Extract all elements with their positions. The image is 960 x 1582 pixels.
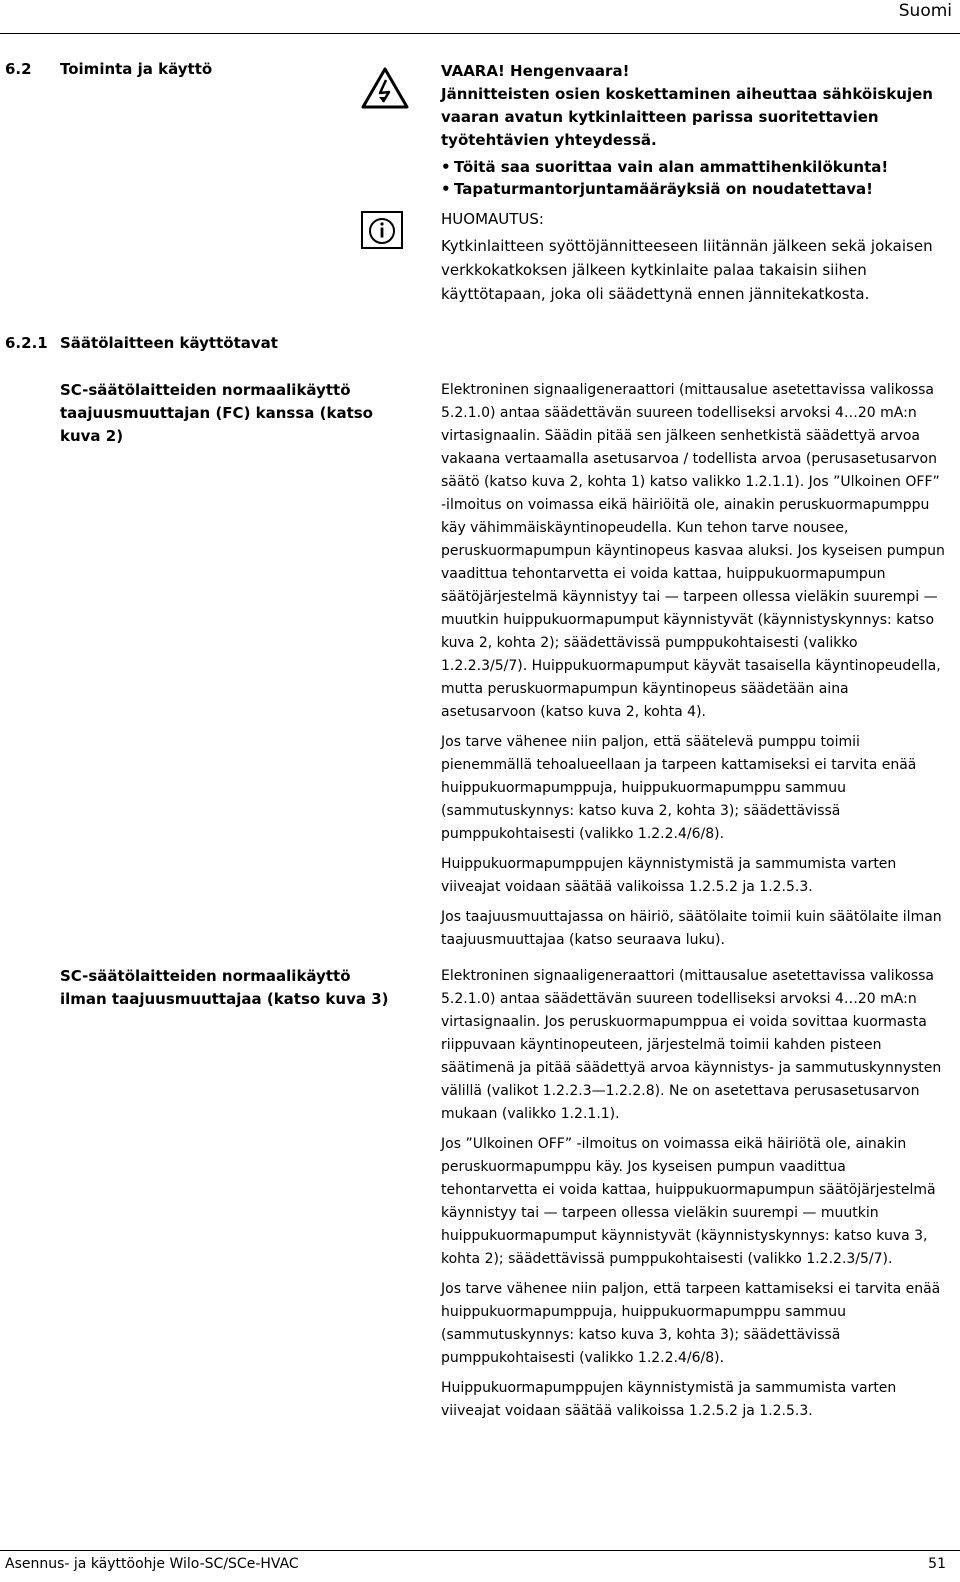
mode-fc-heading: SC-säätölaitteiden normaalikäyttö taajuusmuuttajan (FC) kanssa (katso kuva 2)	[60, 381, 373, 445]
paragraph: Jos taajuusmuuttajassa on häiriö, säätölaite toimii kuin säätölaite ilman taajuusmuuttajaa (katso seuraava luku).	[441, 909, 942, 948]
mode-nofc-heading: SC-säätölaitteiden normaalikäyttö ilman taajuusmuuttajaa (katso kuva 3)	[60, 967, 389, 1008]
notice-body: Kytkinlaitteen syöttöjännitteeseen liitännän jälkeen sekä jokaisen verkkokatkoksen jälkeen kytkinlaite palaa takaisin siihen käyttötapaan, joka oli säädettynä ennen jännitekatkosta.	[441, 237, 933, 303]
header-rule	[0, 33, 960, 34]
warning-block	[441, 60, 946, 200]
section-number: 6.2	[5, 60, 32, 78]
footer-rule	[0, 1550, 960, 1551]
paragraph: Elektroninen signaaligeneraattori (mittausalue asetettavissa valikossa 5.2.1.0) antaa säädettävän suureen todelliseksi arvoksi 4…20 mA:n virtasignaalin. Säädin pitää sen jälkeen senhetkistä säädettyä arvoa vakaana vertaamalla asetusarvoa / todellista arvoa (perusasetusarvon säätö (katso kuva 2, kohta 1) katso valikko 1.2.1.1). Jos ”Ulkoinen OFF” -ilmoitus on voimassa eikä häiriöitä ole, ainakin peruskuormapumppu käy vähimmäiskäyntinopeudella. Kun tehon tarve nousee, peruskuormapumpun käyntinopeus kasvaa aluksi. Jos kyseisen pumpun vaadittua tehontarvetta ei voida kattaa, huippukuormapumpun säätöjärjestelmä käynnistyy tai — tarpeen ollessa vieläkin suurempi — muutkin huippukuormapumput käynnistyvät (käynnistyskynnys: katso kuva 2, kohta 2); säädettävissä pumppukohtaisesti (valikko 1.2.2.3/5/7). Huippukuormapumput käyvät tasaisella käyntinopeudella, mutta peruskuormapumpun käyntinopeus säädetään aina asetusarvoon (katso kuva 2, kohta 4).	[441, 382, 945, 720]
notice-title: HUOMAUTUS:	[441, 210, 544, 228]
footer-title: Asennus- ja käyttöohje Wilo-SC/SCe-HVAC	[5, 1556, 299, 1572]
list-item: • Töitä saa suorittaa vain alan ammattihenkilökunta!	[441, 156, 946, 178]
paragraph: Huippukuormapumppujen käynnistymistä ja sammumista varten viiveajat voidaan säätää valikoissa 1.2.5.2 ja 1.2.5.3.	[441, 856, 897, 895]
mode-fc-text	[441, 379, 946, 959]
info-icon	[360, 210, 414, 250]
notice-block	[441, 208, 946, 306]
paragraph: Jos ”Ulkoinen OFF” -ilmoitus on voimassa eikä häiriötä ole, ainakin peruskuormapumppu käy. Jos kyseisen pumpun vaadittua tehontarvetta ei voida kattaa, huippukuormapumpun säätöjärjestelmä käynnistyy tai — tarpeen ollessa vieläkin suurempi — muutkin huippukuormapumput käynnistyvät (käynnistyskynnys: katso kuva 3, kohta 2); säädettävissä pumppukohtaisesti (valikko 1.2.2.3/5/7).	[441, 1136, 936, 1267]
header-language: Suomi	[898, 1, 952, 21]
warning-body: Jännitteisten osien koskettaminen aiheuttaa sähköiskujen vaaran avatun kytkinlaitteen parissa suoritettavien työtehtävien yhteydessä.	[441, 85, 933, 149]
subsection-title: Säätölaitteen käyttötavat	[60, 334, 278, 352]
mode-nofc-text	[441, 965, 946, 1430]
list-item: • Tapaturmantorjuntamääräyksiä on noudatettava!	[441, 178, 946, 200]
paragraph: Jos tarve vähenee niin paljon, että tarpeen kattamiseksi ei tarvita enää huippukuormapumppuja, huippukuormapumppu sammuu (sammutuskynnys: katso kuva 3, kohta 3); säädettävissä pumppukohtaisesti (valikko 1.2.2.4/6/8).	[441, 1281, 941, 1366]
paragraph: Huippukuormapumppujen käynnistymistä ja sammumista varten viiveajat voidaan säätää valikoissa 1.2.5.2 ja 1.2.5.3.	[441, 1380, 897, 1419]
paragraph: Jos tarve vähenee niin paljon, että säätelevä pumppu toimii pienemmällä tehoalueellaan ja tarpeen kattamiseksi ei tarvita enää huippukuormapumppuja, huippukuormapumppu sammuu (sammutuskynnys: katso kuva 2, kohta 3); säädettävissä pumppukohtaisesti (valikko 1.2.2.4/6/8).	[441, 734, 917, 842]
subsection-number: 6.2.1	[5, 334, 48, 352]
electric-hazard-icon	[360, 66, 414, 110]
warning-bullets	[441, 156, 946, 200]
section-title: Toiminta ja käyttö	[60, 60, 213, 78]
warning-title: VAARA! Hengenvaara!	[441, 62, 630, 80]
paragraph: Elektroninen signaaligeneraattori (mittausalue asetettavissa valikossa 5.2.1.0) antaa säädettävän suureen todelliseksi arvoksi 4…20 mA:n virtasignaalin. Jos peruskuormapumppua ei voida sovittaa kuormasta riippuvaan käyntinopeuteen, järjestelmä toimii kahden pisteen säätimenä ja pitää säädettyä arvoa käynnistys- ja sammutuskynnysten välillä (valikot 1.2.2.3—1.2.2.8). Ne on asetettava perusasetusarvon mukaan (valikko 1.2.1.1).	[441, 968, 942, 1122]
page-number: 51	[928, 1556, 946, 1572]
